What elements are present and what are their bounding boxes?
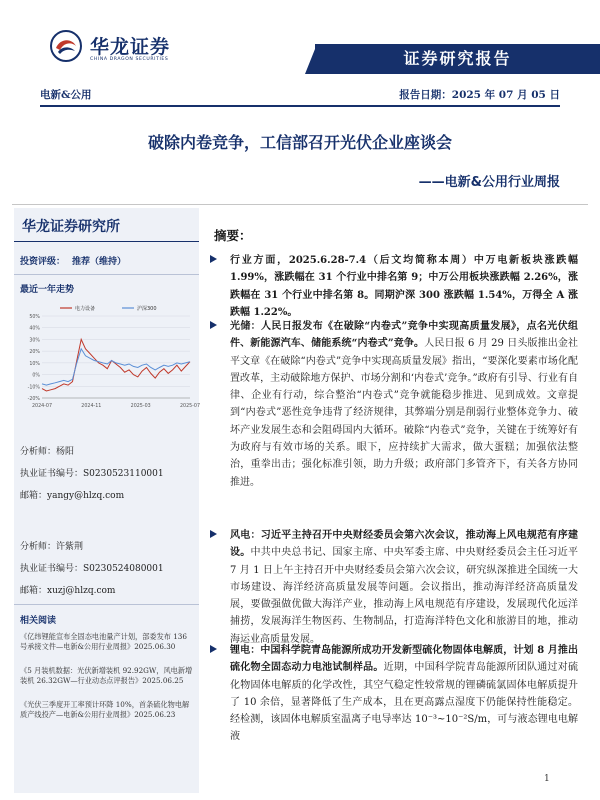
related-reading-item[interactable]: 《光伏三季度开工率预计环降 10%，首条硫化物电解质产线投产—电新&公用行业周报》2025.06.23: [20, 700, 190, 719]
related-reading-item[interactable]: 《亿纬锂能宣布全固态电池量产计划，部委发布 136 号承接文件—电新&公用行业周报》2025.06.30: [20, 632, 187, 651]
chart-legend-label: 电力设备: [75, 306, 96, 312]
chart-y-tick-label: 20%: [29, 350, 40, 356]
triangle-bullet-icon: [210, 530, 217, 538]
bullet-heading: 光储：人民日报发布《在破除“内卷式”竞争中实现高质量发展》，点名光伏组件、新能源汽车、储能系统“内卷式”竞争。: [230, 321, 578, 350]
title-divider: [12, 204, 588, 205]
institute-name: 华龙证券研究所: [22, 219, 120, 235]
report-subtitle: ——电新&公用行业周报: [418, 175, 560, 190]
abstract-label: 摘要：: [214, 228, 252, 243]
header-divider: [40, 105, 560, 107]
page-number: 1: [544, 774, 550, 784]
logo-chinese-name: 华龙证券: [90, 36, 171, 58]
trend-line-chart: [20, 302, 201, 412]
chart-y-tick-label: 10%: [29, 361, 40, 367]
sidebar: [14, 208, 199, 793]
bullet-heading: 锂电：中国科学院青岛能源所成功开发新型硫化物固体电解质，计划 8 月推出硫化物全固态动力电池试制样品。: [230, 645, 578, 674]
analyst-1-name: 分析师：杨阳: [20, 447, 75, 457]
chart-x-tick-label: 2025-03: [130, 404, 151, 409]
analyst-2-cert: 执业证书编号：S0230524080001: [20, 564, 164, 574]
sector-label: 电新&公用: [40, 89, 92, 101]
company-logo: [50, 30, 210, 70]
bullet-heading: 风电：习近平主持召开中央财经委员会第六次会议，推动海上风电规范有序建设。: [230, 530, 578, 559]
logo-english-name: CHINA DRAGON SECURITIES: [90, 57, 169, 62]
chart-y-tick-label: 40%: [29, 326, 40, 332]
chart-y-tick-label: 50%: [29, 315, 40, 320]
report-date: 报告日期：2025 年 07 月 05 日: [399, 89, 560, 101]
analyst-2-name: 分析师：许紫荆: [20, 542, 84, 552]
triangle-bullet-icon: [210, 255, 217, 263]
sidebar-divider: [14, 241, 199, 242]
related-reading-label: 相关阅读: [20, 616, 57, 626]
triangle-bullet-icon: [210, 321, 217, 329]
bullet-body: 人民日报 6 月 29 日头版推出金社平文章《在破除“内卷式”竞争中实现高质量发展》指出，“要深化要素市场化配置改革，主动破除地方保护、市场分割和‘内卷式’竞争。”政府有引导、行业有自律、企业有行动，综合整治“内卷式”竞争就能稳步推进、见到成效。文章提到“内卷式”恶性竞争违背了经济规律，其弊端分别是削弱行业整体竞争力、破坏产业发展生态和会阻碍国内大循环。破除“内卷式”竞争，关键在于统筹好有为政府与有效市场的关系。眼下，应持续扩大需求，做大蛋糕；加强依法整治，重拳出击；强化标准引领，助力升级；政府部门多管齐下，有关各方协同推进。: [230, 338, 578, 488]
dragon-logo-icon: [50, 30, 82, 62]
related-reading-item[interactable]: 《5 月装机数据：光伏新增装机 92.92GW，风电新增装机 26.32GW—行业动态点评报告》2025.06.25: [20, 666, 193, 685]
chart-series-line: [42, 339, 190, 391]
bullet-text: [230, 527, 578, 648]
rating-label: 投资评级：: [20, 257, 66, 267]
chart-y-tick-label: 30%: [29, 338, 40, 344]
report-title: 破除内卷竞争，工信部召开光伏企业座谈会: [147, 133, 452, 152]
bullet-text: [230, 642, 578, 746]
bullet-heading: 行业方面，2025.6.28-7.4（后文均简称本周）中万电新板块涨跌幅 1.99%，涨跌幅在 31 个行业中排名第 9；中万公用板块涨跌幅 2.26%，涨跌幅在 31 个行业中排名第 8。同期沪深 300 涨跌幅 1.54%，万得全 A 涨跌幅 1.22%。: [230, 255, 578, 318]
analyst-1-cert: 执业证书编号：S0230523110001: [20, 469, 164, 479]
bullet-body: 中共中央总书记、国家主席、中央军委主席、中央财经委员会主任习近平 7 月 1 日上午主持召开中央财经委员会第六次会议，研究纵深推进全国统一大市场建设、海洋经济高质量发展等问题。会议指出，推动海洋经济高质量发展，要做强做优做大海洋产业，推动海上风电规范有序建设，发展现代化远洋捕捞，发展海洋生物医药、生物制品，打造海洋特色文化和旅游目的地，推动海运业高质量发展。: [230, 547, 579, 645]
trend-label: 最近一年走势: [20, 285, 75, 295]
chart-x-tick-label: 2025-07: [179, 404, 201, 409]
rating-value: 推荐（维持）: [72, 257, 127, 267]
bullet-text: [230, 252, 578, 321]
sidebar-divider: [14, 274, 199, 275]
chart-y-tick-label: -20%: [27, 397, 40, 402]
chart-y-tick-label: -10%: [27, 385, 40, 391]
chart-legend-label: 沪深300: [137, 306, 157, 312]
bullet-text: [230, 318, 578, 491]
analyst-1-email: 邮箱：yangy@hlzq.com: [20, 491, 125, 501]
chart-x-tick-label: 2024-07: [31, 404, 53, 409]
sidebar-divider: [14, 604, 199, 605]
chart-x-tick-label: 2024-11: [81, 404, 102, 409]
triangle-bullet-icon: [210, 645, 217, 653]
chart-series-line: [42, 349, 190, 385]
chart-y-tick-label: 0%: [32, 373, 40, 379]
report-type-banner: [315, 44, 600, 74]
bullet-body: 近期，中国科学院青岛能源所团队通过对硫化物固体电解质的化学改性，其空气稳定性较常规的锂磷硫氯固体电解质提升了 10 余倍，显著降低了生产成本，且在更高露点湿度下仍能保持性能稳定。经检测，该固体电解质室温离子电导率达 10⁻³~10⁻²S/m，可与液态锂电电解液: [230, 662, 579, 743]
report-type-label: 证券研究报告: [403, 49, 512, 68]
report-header: [0, 0, 600, 110]
analyst-2-email: 邮箱：xuzj@hlzq.com: [20, 586, 116, 596]
